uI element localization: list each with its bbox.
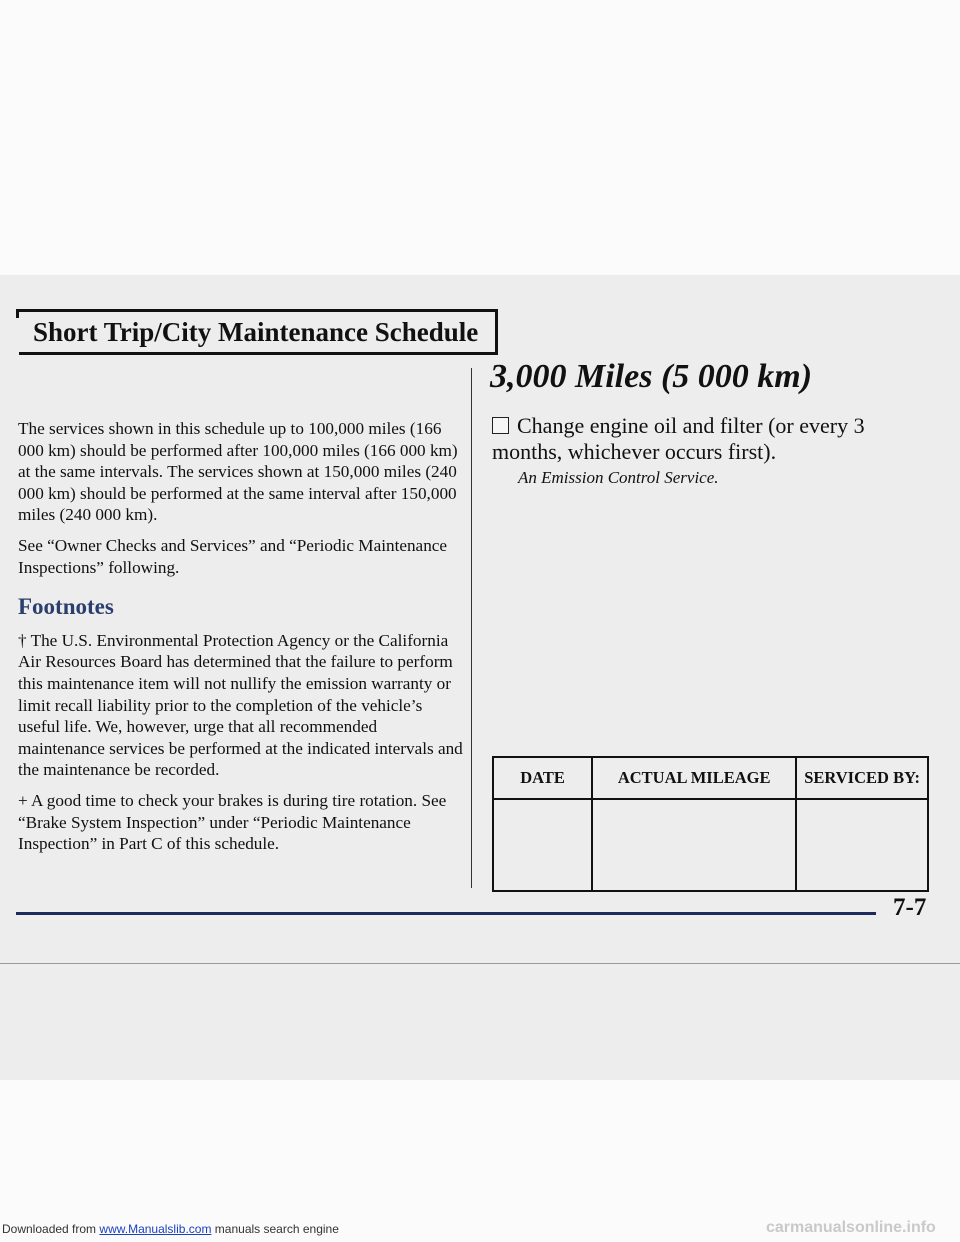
bottom-margin	[0, 1080, 960, 1242]
serviced-by-header: SERVICED BY:	[796, 757, 928, 799]
table-row	[493, 799, 928, 891]
footer-suffix: manuals search engine	[214, 1222, 339, 1236]
footer-prefix: Downloaded from	[2, 1222, 97, 1236]
page-number: 7-7	[893, 894, 927, 921]
actual-mileage-header: ACTUAL MILEAGE	[592, 757, 796, 799]
date-cell[interactable]	[493, 799, 592, 891]
footnote-plus: + A good time to check your brakes is during tire rotation. See “Brake System Inspection” under “Periodic Maintenance Inspection” in Part C of this schedule.	[18, 790, 447, 854]
maintenance-item	[492, 413, 912, 465]
intro-paragraph: The services shown in this schedule up to 100,000 miles (166 000 km) should be performed after 100,000 miles (166 000 km) at the same intervals. The services shown at 150,000 miles (240 000 km) should be performed at the same interval after 150,000 miles (240 000 km).	[18, 419, 458, 525]
actual-mileage-cell[interactable]	[592, 799, 796, 891]
footnotes-heading: Footnotes	[18, 594, 114, 620]
column-divider	[471, 368, 472, 888]
footnote-dagger: † The U.S. Environmental Protection Agency or the California Air Resources Board has determined that the failure to perform this maintenance item will not nullify the emission warranty or limit recall liability prior to the completion of the vehicle’s useful life. We, however, urge that all recommended maintenance services be performed at the indicated intervals and the maintenance be recorded.	[18, 630, 463, 780]
checkbox-icon[interactable]	[492, 417, 509, 434]
service-log-table	[492, 756, 929, 892]
date-header: DATE	[493, 757, 592, 799]
manualslib-link[interactable]: www.Manualslib.com	[99, 1222, 212, 1236]
download-footer	[2, 1222, 339, 1236]
left-column	[18, 418, 466, 864]
footer-rule	[16, 912, 876, 915]
emission-note: An Emission Control Service.	[518, 468, 719, 487]
table-header-row	[493, 757, 928, 799]
scan-edge-line	[0, 963, 960, 964]
page-title: Short Trip/City Maintenance Schedule	[16, 309, 498, 355]
serviced-by-cell[interactable]	[796, 799, 928, 891]
watermark: carmanualsonline.info	[766, 1219, 936, 1236]
see-also-paragraph: See “Owner Checks and Services” and “Periodic Maintenance Inspections” following.	[18, 535, 448, 577]
top-margin	[0, 0, 960, 275]
interval-title: 3,000 Miles (5 000 km)	[490, 358, 813, 395]
maintenance-item-text: Change engine oil and filter (or every 3 months, whichever occurs first).	[492, 413, 865, 464]
